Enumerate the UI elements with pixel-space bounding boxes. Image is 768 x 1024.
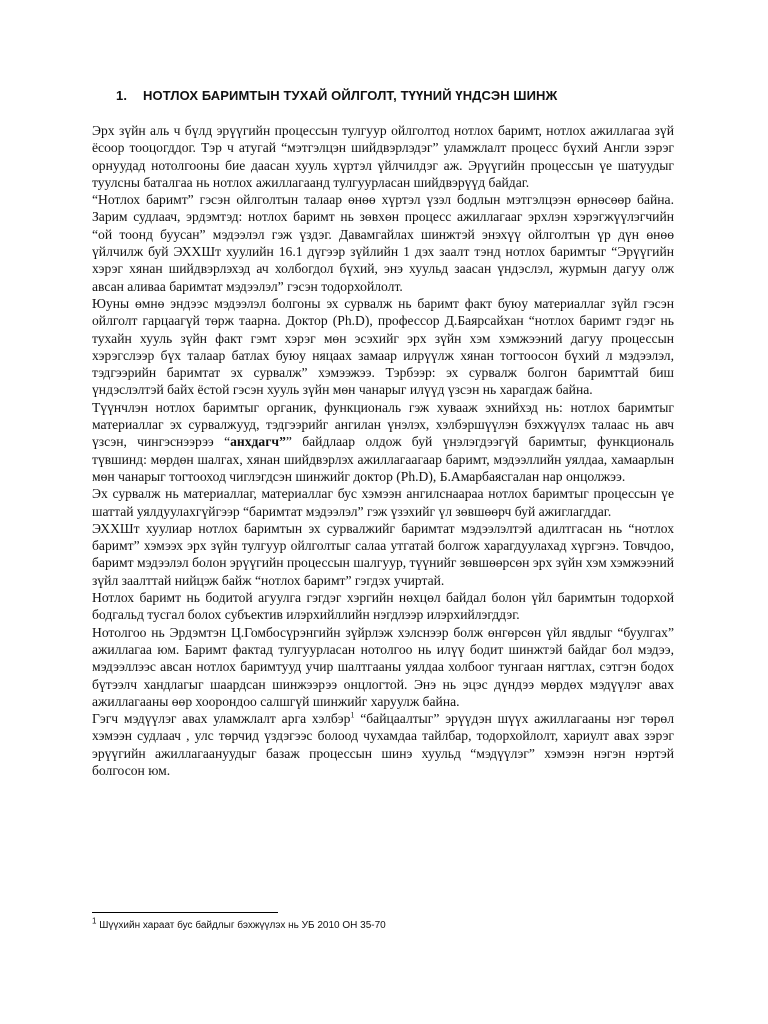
footnote-marker: 1 [92,916,97,926]
paragraph-7: Нотлох баримт нь бодитой агуулга гэгдэг хэргийн нөхцөл байдал болон үйл баримтын тодорхой бодгальд тусгал болох субъектив илэрхийллийн нэгдлээр илэрхийлэгддэг. [92,590,674,623]
paragraph-9 [92,710,674,779]
footnote-text: Шүүхийн хараат бус байдлыг бэхжүүлэх нь УБ 2010 ОН 35-70 [96,920,386,931]
section-heading [116,88,676,103]
paragraph-5: Эх сурвалж нь материаллаг, материаллаг бус хэмээн ангилснаараа нотлох баримтыг процессын үе шаттай уялдуулахгүйгээр “баримтат мэдээлэл” гэж үзэхийг үл зөвшөөрч буй ажиглагддаг. [92,486,674,519]
paragraph-1: Эрх зүйн аль ч бүлд эрүүгийн процессын тулгуур ойлголтод нотлох баримт, нотлох ажиллагаа зүй ёсоор тооцогддог. Тэр ч атугай “мэтгэлцэн шийдвэрлэдэг” уламжлалт процесс бүхий Англи зэрэг орнуудад нотолгооны бие даасан хууль хүртэл үйлчилдэг аж. Эрүүгийн процессын үе шатуудыг туулсны баталгаа нь нотлох ажиллагаанд тулгуурласан шийдвэрүүд байдаг. [92,123,674,190]
paragraph-4-part-a: Түүнчлэн нотлох баримтыг органик, функциональ гэж хувааж эхнийхэд нь: нотлох баримтыг материаллаг эх сурвалжууд, тэдгээрийг ангилан үнэлэх, хэлбэршүүлэн бэхжүүлэх талаас нь авч үзсэн, чингэснээрээ “ [92,399,674,450]
paragraph-2: “Нотлох баримт” гэсэн ойлголтын талаар өнөө хүртэл үзэл бодлын мэтгэлцээн өрнөсөөр байна. Зарим судлаач, эрдэмтэд: нотлох баримт нь зөвхөн процесс ажиллагааг эрхлэн хэрэгжүүлэгчийн “ой тоонд бууcан” мэдээлэл гэж үздэг. Давамгайлах шинжтэй энэхүү ойлголтын үр дүн өнөө үйлчилж буй ЭХХШт хуулийн 16.1 дүгээр зүйлийн 1 дэх заалт тэнд нотлох баримтыг “Эрүүгийн хэрэг хянан шийдвэрлэхэд ач холбогдол бүхий, энэ хуульд заасан үндэслэл, журмын дагуу олж авсан аливаа баримтат мэдээлэл” гэсэн тодорхойлолт. [92,192,674,294]
paragraph-4-part-b: ” байдлаар олдож буй үнэлэгдээгүй баримтыг, функциональ түвшинд: мөрдөн шалгах, хянан шийдвэрлэх ажиллагаагаар баримт, мэдээллийн уялдаа, хамаарлын мөн чанарыг тогтооход чиглэгдсэн шинжийг доктор (Ph.D), Б.Амарбаясгалан нар онцолжээ. [92,434,674,484]
paragraph-6: ЭХХШт хуулиар нотлох баримтын эх сурвалжийг баримтат мэдээлэлтэй адилтгасан нь “нотлох баримт” хэмээх эрх зүйн тулгуур ойлголтыг салаа утгатай болгож харагдуулахад хүргэнэ. Товчдоо, баримт мэдээлэл болон эрүүгийн процессын шалгуур, түүнийг зөвшөөрсөн эрх зүйн хэм хэмжээний зүйл заалттай нийцэж байж “нотлох баримт” гэгдэх учиртай. [92,520,674,588]
footnote-separator [92,912,278,913]
footnote-ref: 1 [350,710,355,720]
body-text [92,122,674,779]
paragraph-9-part-b: “байцаалтыг” эрүүдэн шүүх ажиллагааны нэг төрөл хэмээн судлаач , улс төрчид үздэгээс болоод чухамдаа тайлбар, тодорхойлолт, хариулт авах зэрэг эрүүгийн ажиллагаануудыг базаж процессын шинэ хуульд “мэдүүлэг” хэмээн нэгэн нэртэй болгосон юм. [92,711,674,778]
paragraph-9-part-a: Гэгч мэдүүлэг авах уламжлалт арга хэлбэр [92,711,351,727]
paragraph-8: Нотолгоо нь Эрдэмтэн Ц.Гомбосүрэнгийн зүйрлэж хэлснээр болж өнгөрсөн үйл явдлыг “буулгах” ажиллагаа юм. Баримт фактад тулгуурласан нотолгоо нь илүү бодит шинжтэй байдаг бол мэдээ, мэдээллээс авсан нотлох баримтууд учир шалтгааны уялдаа холбоог тунгаан нягтлах, сэтгэн бодох бүтээлч хандлагыг шаардсан шинжээрээ онцлогтой. Энэ нь эцэс дүндээ мөрдөх мэдүүлэг авах ажиллагааны өөр хоорондоо салшгүй шинжийг харуулж байна. [92,624,674,709]
bold-term: анхдагч” [230,434,286,450]
footnote [92,916,592,931]
paragraph-4 [92,399,674,485]
section-title: НОТЛОХ БАРИМТЫН ТУХАЙ ОЙЛГОЛТ, ТҮҮНИЙ ҮНДСЭН ШИНЖ [143,88,558,103]
paragraph-3: Юуны өмнө эндээс мэдээлэл болгоны эх сурвалж нь баримт факт буюу материаллаг зүйл гэсэн ойлголт гарцаагүй төрж таарна. Доктор (Ph.D), профессор Д.Баярсайхан “нотлох баримт гэдэг нь тухайн хууль зүйн факт гэмт хэрэг мөн эсэхийг эрх зүйн хэм хэмжээний дагуу процессын хэрэгслээр бүх талаар батлах буюу няцаах замаар илрүүлж хянан тогтоосон бүхий л мэдээлэл, тэдгээрийн баримтат эх сурвалж” хэмээжээ. Тэрбээр: эх сурвалж болгон баримттай биш үндэслэлтэй байх ёстой гэсэн хууль зүйн мөн чанарыг илүүд үзсэн нь харагдаж байна. [92,295,674,398]
section-number: 1. [116,88,128,103]
